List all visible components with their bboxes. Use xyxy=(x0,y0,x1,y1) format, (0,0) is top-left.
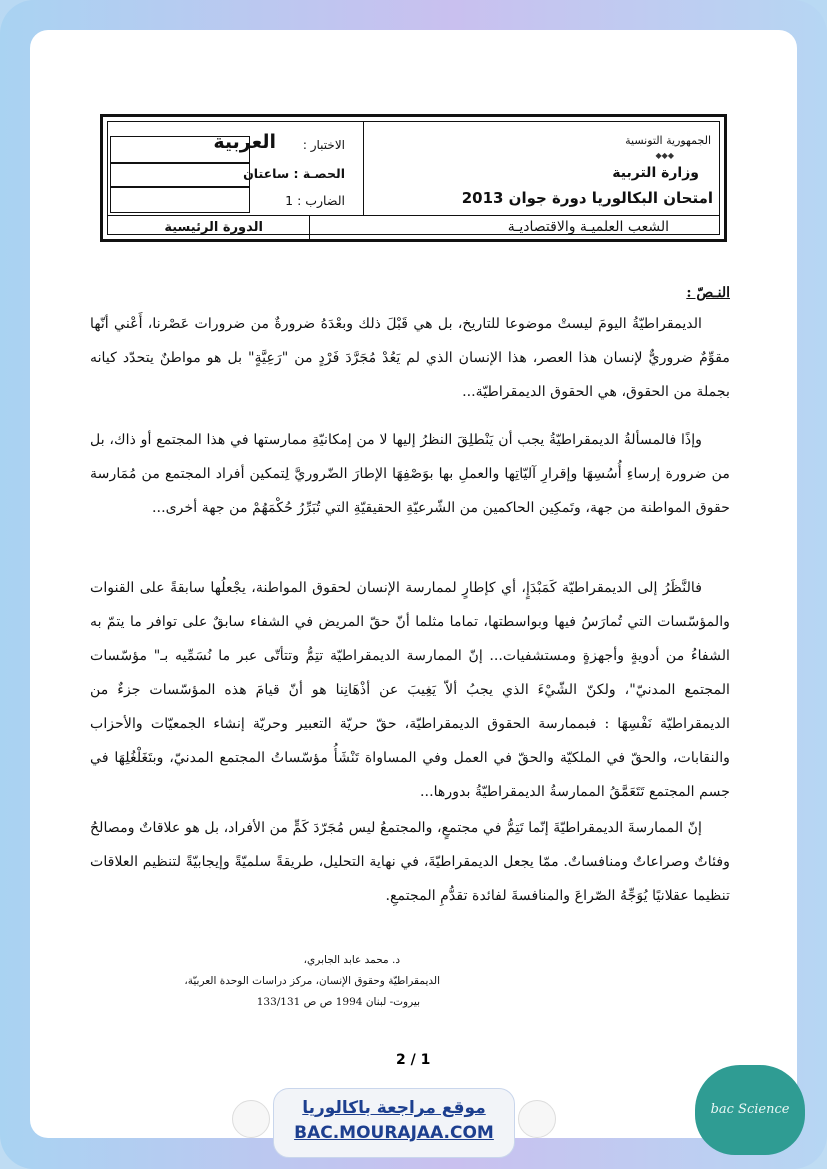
test-value: العربية xyxy=(213,131,276,153)
site-banner[interactable] xyxy=(273,1088,515,1158)
session-label: الدورة الرئيسية xyxy=(164,220,263,235)
sections-label: الشعب العلميـة والاقتصاديـة xyxy=(507,219,669,235)
source-place: بيروت- لبنان 1994 ص ص 133/131 xyxy=(256,996,420,1008)
session-divider xyxy=(309,215,310,241)
paragraph-1: الديمقراطيّةُ اليومَ ليستْ موضوعا للتاريخ، بل هي قَبْلَ ذلك وبعْدَهُ ضرورةٌ من ضرورات عَصْرنا، أَعْني أنّها مقوِّمٌ ضروريٌّ لإنسان هذا العصر، هذا الإنسان الذي لم يَعُدْ مُجَرَّدَ فَرْدٍ من "رَعِيَّةٍ" بل هو مواطنٌ يتحدّد كيانه بجملة من الحقوق، هي الحقوق الديمقراطيّة... xyxy=(90,316,730,400)
duration-cell xyxy=(110,163,250,187)
ministry-label: وزارة التربية xyxy=(612,165,699,181)
site-logo-icon xyxy=(232,1100,270,1138)
paragraph-4: إنّ الممارسةَ الديمقراطيّةَ إنّما تَتِمُّ في مجتمعٍ، والمجتمعُ ليس مُجَرّدَ كَمٍّ من الأفراد، بل هو علاقاتٌ ومصالحُ وفئاتٌ وصراعاتٌ ومنافساتٌ. ممّا يجعل الديمقراطيّةَ، في نهاية التحليل، طريقةً سلميّةً وإيجابيّةً لتنظيم العلاقات تنظيما عقلانيًا يُوَجِّهُ الصّراعَ والمنافسةَ لفائدة تقدُّمِ المجتمعِ. xyxy=(90,820,730,904)
page-number: 2 / 1 xyxy=(396,1052,431,1068)
header-bottom-line xyxy=(108,215,719,216)
source-citation xyxy=(180,950,440,1013)
republic-label: الجمهورية التونسية xyxy=(625,134,711,147)
banner-arabic[interactable]: موقع مراجعة باكالوريا xyxy=(302,1098,486,1118)
paragraph-3: فالنَّظَرُ إلى الديمقراطيّة كَمَبْدَإٍ، أي كإطارٍ لممارسة الإنسان لحقوق المواطنة، يجْعلُها سابقةً على القنوات والمؤسّسات التي تُمارَسُ فيها وبواسطتها، تماما مثلما أنّ حقّ المريض في الشفاء سابقٌ على توافر ما يتمّ به الشفاءُ من أدويةٍ وأجهزةٍ ومستشفيات... إنّ الممارسة الديمقراطيّة تتِمُّ وتتأتّى عبر ما نُسَمِّيه بـ" مؤسّسات المجتمع المدنيّ"، ولكنّ الشّيْءَ الذي يجبُ ألاّ يَغِيبَ عن أذْهَانِنا هو أنّ قيامَ هذه المؤسّسات جزءٌ من الديمقراطيّة نَفْسِهَا : فبممارسة الحقوق الديمقراطيّة، حقّ حريّة التعبير وحريّة إنشاء الجمعيّات والأحزاب والنقابات، والحقّ في الملكيّة والحقّ في العمل وفي المساواة تَنْشَأُ مؤسّساتُ المجتمع المدنيّ، وبتَغَلْغُلِهَا في جسم المجتمع تَتَعَمَّقُ الممارسةُ الديمقراطيّةُ بدورها... xyxy=(90,580,730,800)
text-title: النـصّ : xyxy=(686,285,730,301)
paragraph-2: وإذًا فالمسألةُ الديمقراطيّةُ يجب أن يَنْطلِقَ النظرُ إليها لا من إمكانيّةِ ممارستها في هذا المجتمع أو ذاك، بل من ضرورة إرساءِ أُسُسِهَا وإقرارِ آليّاتِها والعملِ بها بوَصْفِهَا الإطارَ الضّروريَّ لِتمكين أفراد المجتمع من مُمَارسة حقوق المواطنة من جهة، وتَمكِين الحاكمين من الشّرعيّةِ الحقيقيّةِ التي تُبَرِّرُ حُكْمَهُمْ من جهة أخرى... xyxy=(90,432,730,516)
source-author: د. محمد عابد الجابري، xyxy=(303,954,400,966)
site-logo-icon xyxy=(518,1100,556,1138)
bac-science-badge: bac Science xyxy=(695,1065,805,1155)
coefficient-label: الضارب : 1 xyxy=(285,193,345,208)
duration-label: الحصـة : ساعتان xyxy=(243,166,345,181)
test-label: الاختبار : xyxy=(302,138,345,152)
header-divider xyxy=(363,122,364,215)
exam-header xyxy=(100,114,727,242)
exam-title: امتحان البكالوريا دورة جوان 2013 xyxy=(461,189,713,207)
banner-url[interactable]: BAC.MOURAJAA.COM xyxy=(294,1123,494,1143)
ornament: ◆◆◆ xyxy=(655,151,674,160)
source-book: الديمقراطيّة وحقوق الإنسان، مركز دراسات الوحدة العربيّة، xyxy=(184,975,440,987)
coefficient-cell xyxy=(110,187,250,213)
header-inner-border xyxy=(107,121,720,235)
